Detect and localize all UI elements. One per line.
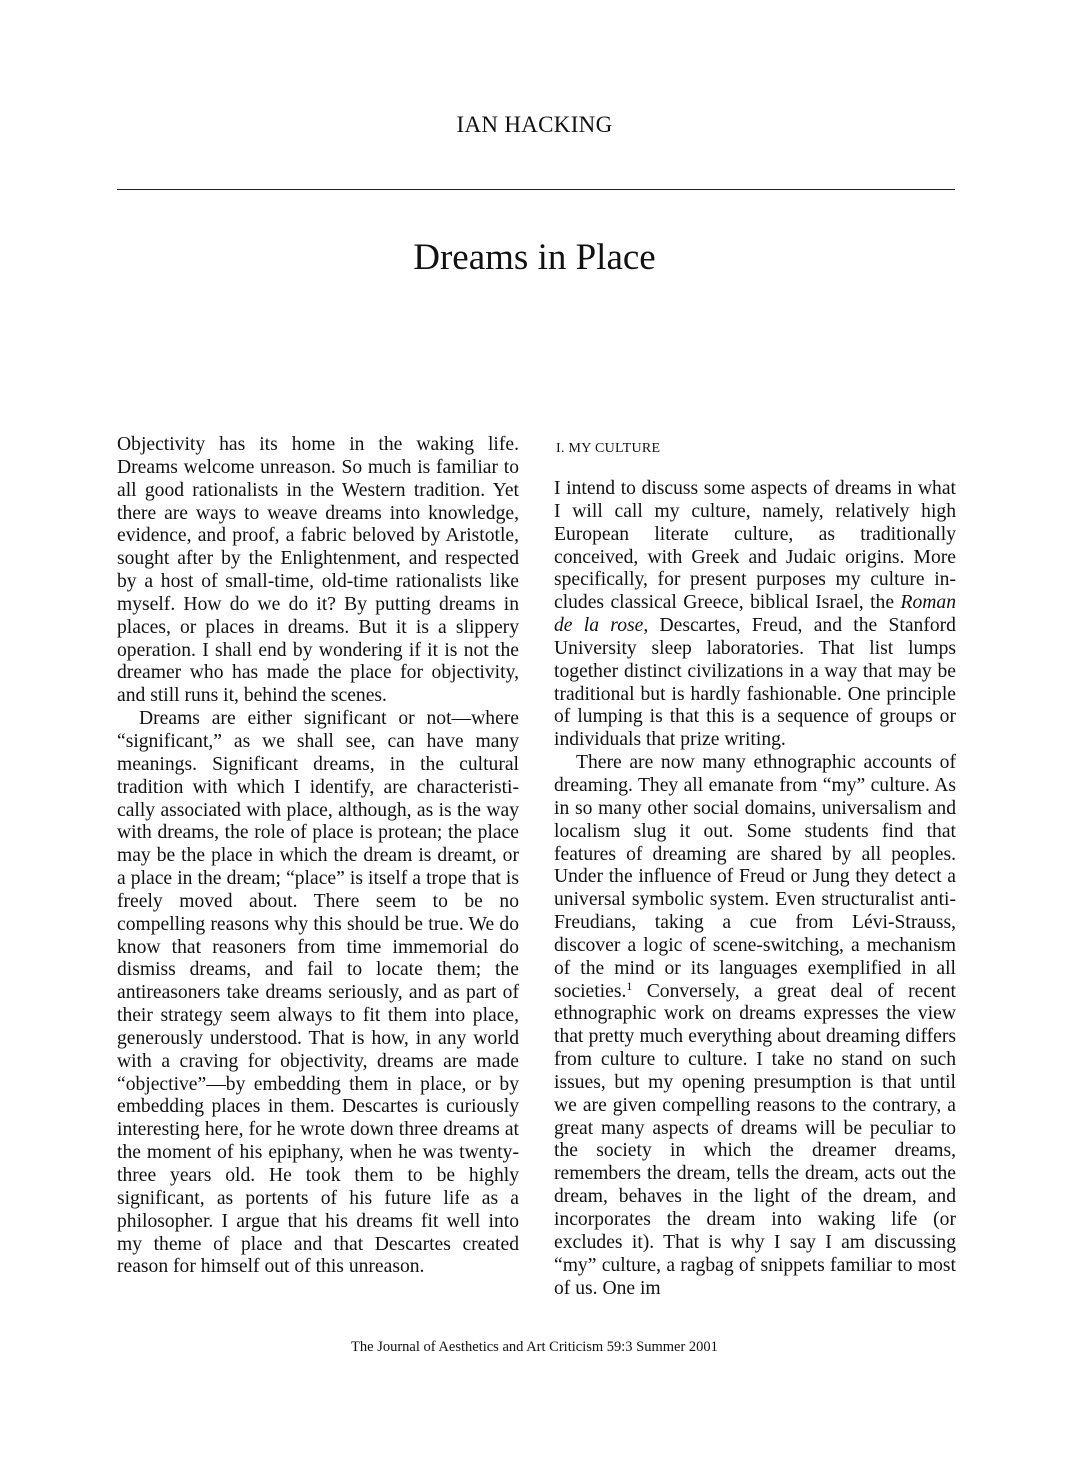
left-paragraph-1: Objectivity has its home in the waking life. Dreams welcome unreason. So much is familiar to all good rationalists in the Western tradition. Yet there are ways to weave dreams into knowledge, evidence, and proof, a fabric beloved by Aristotle, sought after by the Enlightenment, and respected by a host of small-time, old-time rationalists like myself. How do we do it? By putting dreams in places, or places in dreams. But it is a slippery operation. I shall end by wondering if it is not the dreamer who has made the place for objectivity, and still runs it, behind the scenes. — [117, 434, 519, 707]
italic-title-roman-de-la-rose: Roman de la rose — [554, 592, 956, 637]
journal-citation-footer: The Journal of Aesthetics and Art Criticism 59:3 Summer 2001 — [351, 1339, 718, 1355]
right-paragraph-1-text-a: I intend to discuss some aspects of dreams in what I will call my culture, namely, relatively high European literate culture, as traditionally conceived, with Greek and Judaic origins. More specifically, for present purposes my culture includes classical Greece, biblical Israel, the — [554, 478, 956, 614]
right-paragraph-2 — [554, 752, 956, 1300]
article-title: Dreams in Place — [413, 237, 656, 278]
right-column — [554, 434, 956, 1300]
right-paragraph-1 — [554, 478, 956, 752]
right-paragraph-2-text-b: Conversely, a great deal of recent ethnographic work on dreams expresses the view that pretty much everything about dreaming differs from culture to culture. I take no stand on such issues, but my opening presumption is that until we are given compelling reasons to the contrary, a great many aspects of dreams will be peculiar to the society in which the dreamer dreams, remembers the dream, tells the dream, acts out the dream, behaves in the light of the dream, and incorporates the dream into waking life (or excludes it). That is why I say I am discussing “my” culture, a ragbag of snippets familiar to most of us. One im — [554, 980, 956, 1299]
left-paragraph-2: Dreams are either significant or not—where “significant,” as we shall see, can have many meanings. Significant dreams, in the cultural tradition with which I identify, are characteristically associated with place, although, as is the way with dreams, the role of place is protean; the place may be the place in which the dream is dreamt, or a place in the dream; “place” is itself a trope that is freely moved about. There seem to be no compelling reasons why this should be true. We do know that reasoners from time immemorial do dismiss dreams, and fail to locate them; the antireasoners take dreams seriously, and as part of their strategy seem always to fit them into place, generously understood. That is how, in any world with a craving for objectivity, dreams are made “objective”—by embedding them in place, or by embedding places in them. Descartes is curiously interesting here, for he wrote down three dreams at the moment of his epiphany, when he was twenty-three years old. He took them to be highly significant, as portents of his future life as a philosopher. I argue that his dreams fit well into my theme of place and that Descartes created reason for himself out of this unreason. — [117, 708, 519, 1278]
section-heading: I. MY CULTURE — [556, 441, 661, 456]
running-head-author: IAN HACKING — [456, 112, 613, 137]
right-paragraph-2-text-a: There are now many ethnographic accounts of dreaming. They all emanate from “my” culture. As in so many other social domains, universalism and localism slug it out. Some students find that features of dreaming are shared by all peoples. Under the influence of Freud or Jung they detect a universal symbolic system. Even structuralist anti-Freudians, taking a cue from Lévi-Strauss, discover a logic of scene-switching, a mechanism of the mind or its languages exemplified in all societies. — [554, 752, 956, 1002]
header-rule — [117, 189, 955, 190]
right-paragraph-1-text-b: , Descartes, Freud, and the Stanford University sleep laboratories. That list lumps together distinct civilizations in a way that may be traditional but is hardly fashionable. One principle of lumping is that this is a sequence of groups or individuals that prize writing. — [554, 615, 956, 751]
footnote-marker[interactable]: 1 — [626, 978, 633, 993]
left-column — [117, 434, 519, 1279]
